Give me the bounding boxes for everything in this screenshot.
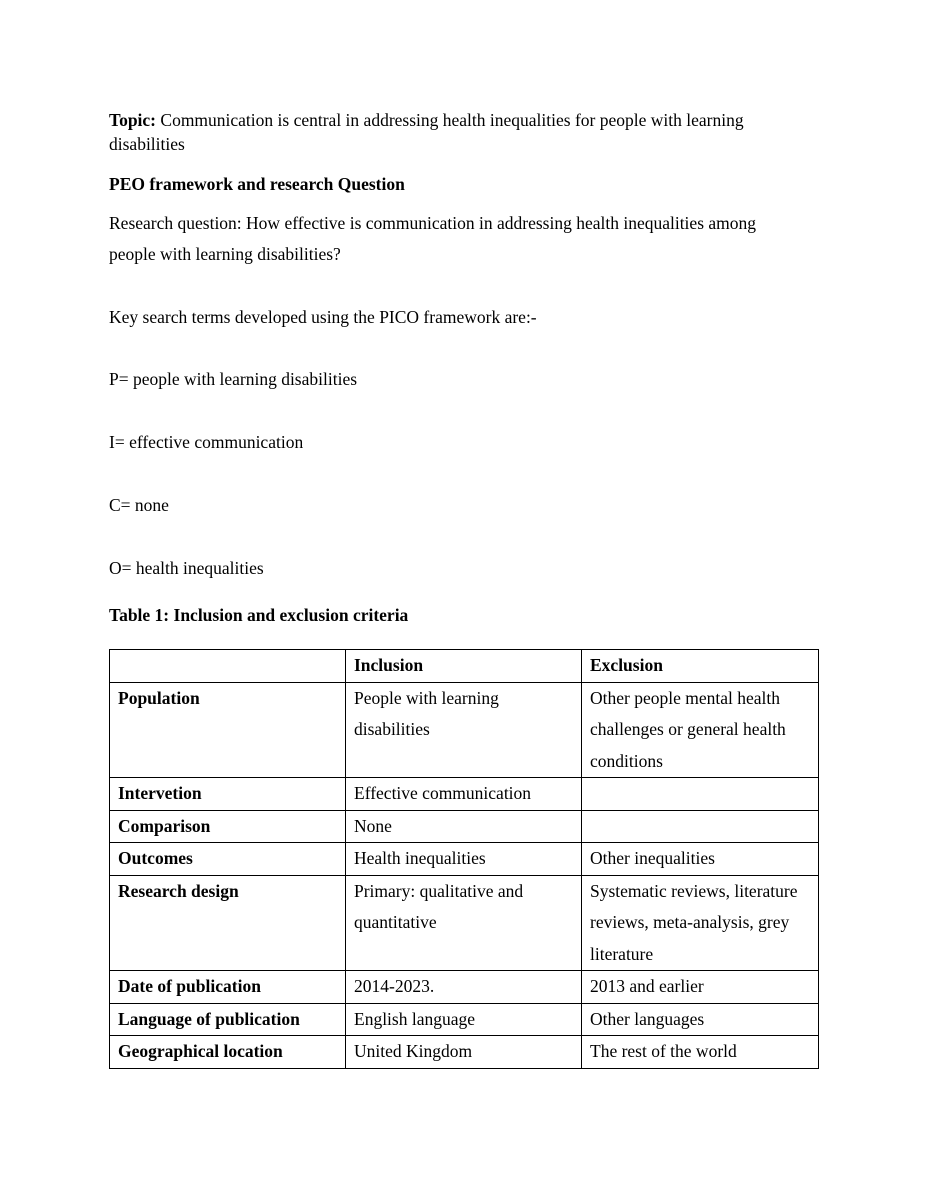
row-label: Population [110,682,346,778]
row-label: Geographical location [110,1036,346,1069]
inclusion-cell: Effective communication [346,778,582,811]
exclusion-cell: The rest of the world [582,1036,819,1069]
header-cell-exclusion: Exclusion [582,650,819,683]
inclusion-cell: Health inequalities [346,843,582,876]
row-label: Outcomes [110,843,346,876]
inclusion-cell: United Kingdom [346,1036,582,1069]
exclusion-cell: Other people mental health challenges or general health conditions [582,682,819,778]
exclusion-cell: Systematic reviews, literature reviews, meta-analysis, grey literature [582,875,819,971]
topic-text-cont: disabilities [109,134,185,154]
row-label: Research design [110,875,346,971]
inclusion-cell: 2014-2023. [346,971,582,1004]
research-question-line1: Research question: How effective is communication in addressing health inequalities among [109,213,757,233]
exclusion-cell [582,778,819,811]
inclusion-cell: People with learning disabilities [346,682,582,778]
exclusion-cell [582,810,819,843]
table-caption: Table 1: Inclusion and exclusion criteria [109,605,409,625]
table-row [110,682,819,778]
section-heading: PEO framework and research Question [109,174,405,194]
exclusion-cell: Other languages [582,1003,819,1036]
topic-text: Communication is central in addressing health inequalities for people with learning [156,110,744,130]
table-row [110,1036,819,1069]
table-header-row [110,650,819,683]
exclusion-cell: 2013 and earlier [582,971,819,1004]
inclusion-cell: None [346,810,582,843]
table-row [110,778,819,811]
research-question-line2: people with learning disabilities? [109,244,341,264]
pico-p: P= people with learning disabilities [109,369,358,389]
topic-line [109,108,744,132]
inclusion-cell: English language [346,1003,582,1036]
pico-o: O= health inequalities [109,558,264,578]
key-terms-intro: Key search terms developed using the PICO framework are:- [109,307,537,327]
table-row [110,810,819,843]
row-label: Language of publication [110,1003,346,1036]
criteria-table [109,649,819,1069]
topic-label: Topic: [109,110,157,130]
inclusion-cell: Primary: qualitative and quantitative [346,875,582,971]
table-row [110,971,819,1004]
table-row [110,1003,819,1036]
table-row [110,843,819,876]
pico-c: C= none [109,495,169,515]
row-label: Date of publication [110,971,346,1004]
header-cell-empty [110,650,346,683]
pico-i: I= effective communication [109,432,304,452]
exclusion-cell: Other inequalities [582,843,819,876]
row-label: Comparison [110,810,346,843]
table-row [110,875,819,971]
row-label: Intervetion [110,778,346,811]
header-cell-inclusion: Inclusion [346,650,582,683]
